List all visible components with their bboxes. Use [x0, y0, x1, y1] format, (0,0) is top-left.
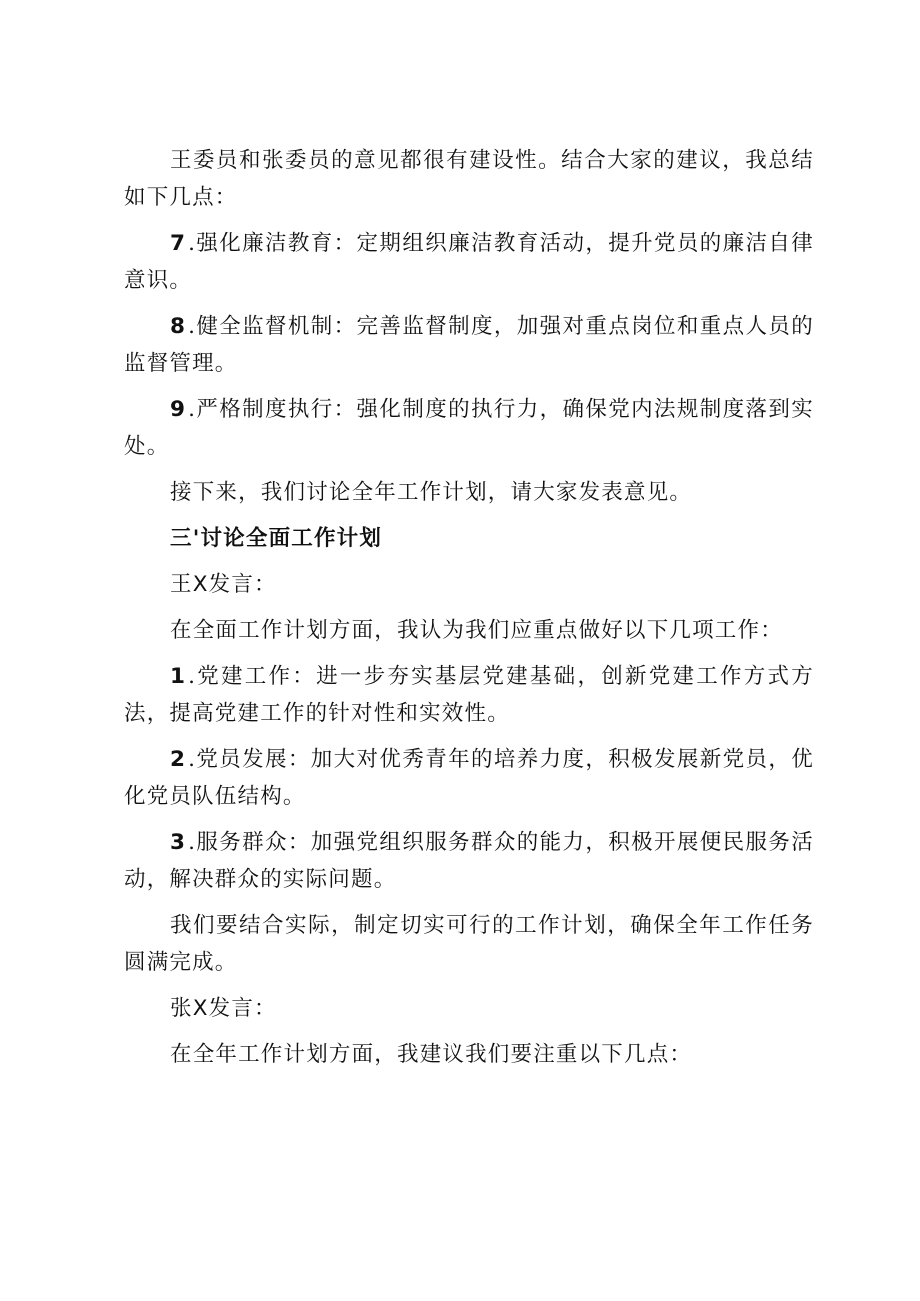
list-item-2: [124, 741, 814, 815]
section-heading: 三'讨论全面工作计划: [170, 526, 383, 551]
item-text: .严格制度执行：强化制度的执行力，确保党内法规制度落到实处。: [124, 397, 814, 459]
item-text: .强化廉洁教育：定期组织廉洁教育活动，提升党员的廉洁自律意识。: [124, 231, 814, 293]
item-number: 9: [170, 397, 187, 422]
summary-intro-paragraph: 王委员和张委员的意见都很有建设性。结合大家的建议，我总结如下几点：: [124, 148, 814, 210]
wang-closing-paragraph: 我们要结合实际，制定切实可行的工作计划，确保全年工作任务圆满完成。: [124, 913, 814, 975]
transition-paragraph: 接下来，我们讨论全年工作计划，请大家发表意见。: [170, 480, 693, 505]
item-text: .党员发展：加大对优秀青年的培养力度，积极发展新党员，优化党员队伍结构。: [124, 747, 814, 809]
item-text: .党建工作：进一步夯实基层党建基础，创新党建工作方式方法，提高党建工作的针对性和实效性。: [124, 664, 814, 726]
item-number: 7: [170, 231, 187, 256]
list-item-1: [124, 658, 814, 732]
list-item-8: [124, 308, 814, 382]
speaker-label-zhang: 张X发言：: [170, 996, 277, 1021]
list-item-3: [124, 824, 814, 898]
list-item-7: [124, 225, 814, 299]
speaker-label-wang: 王X发言：: [170, 572, 277, 597]
zhang-intro-paragraph: 在全年工作计划方面，我建议我们要注重以下几点：: [170, 1042, 693, 1067]
item-text: .服务群众：加强党组织服务群众的能力，积极开展便民服务活动，解决群众的实际问题。: [124, 830, 814, 892]
item-text: .健全监督机制：完善监督制度，加强对重点岗位和重点人员的监督管理。: [124, 314, 814, 376]
list-item-9: [124, 391, 814, 465]
item-number: 3: [170, 830, 187, 855]
item-number: 1: [170, 664, 187, 689]
document-body: [124, 142, 814, 1082]
item-number: 2: [170, 747, 187, 772]
wang-intro-paragraph: 在全面工作计划方面，我认为我们应重点做好以下几项工作：: [170, 618, 783, 643]
item-number: 8: [170, 314, 187, 339]
